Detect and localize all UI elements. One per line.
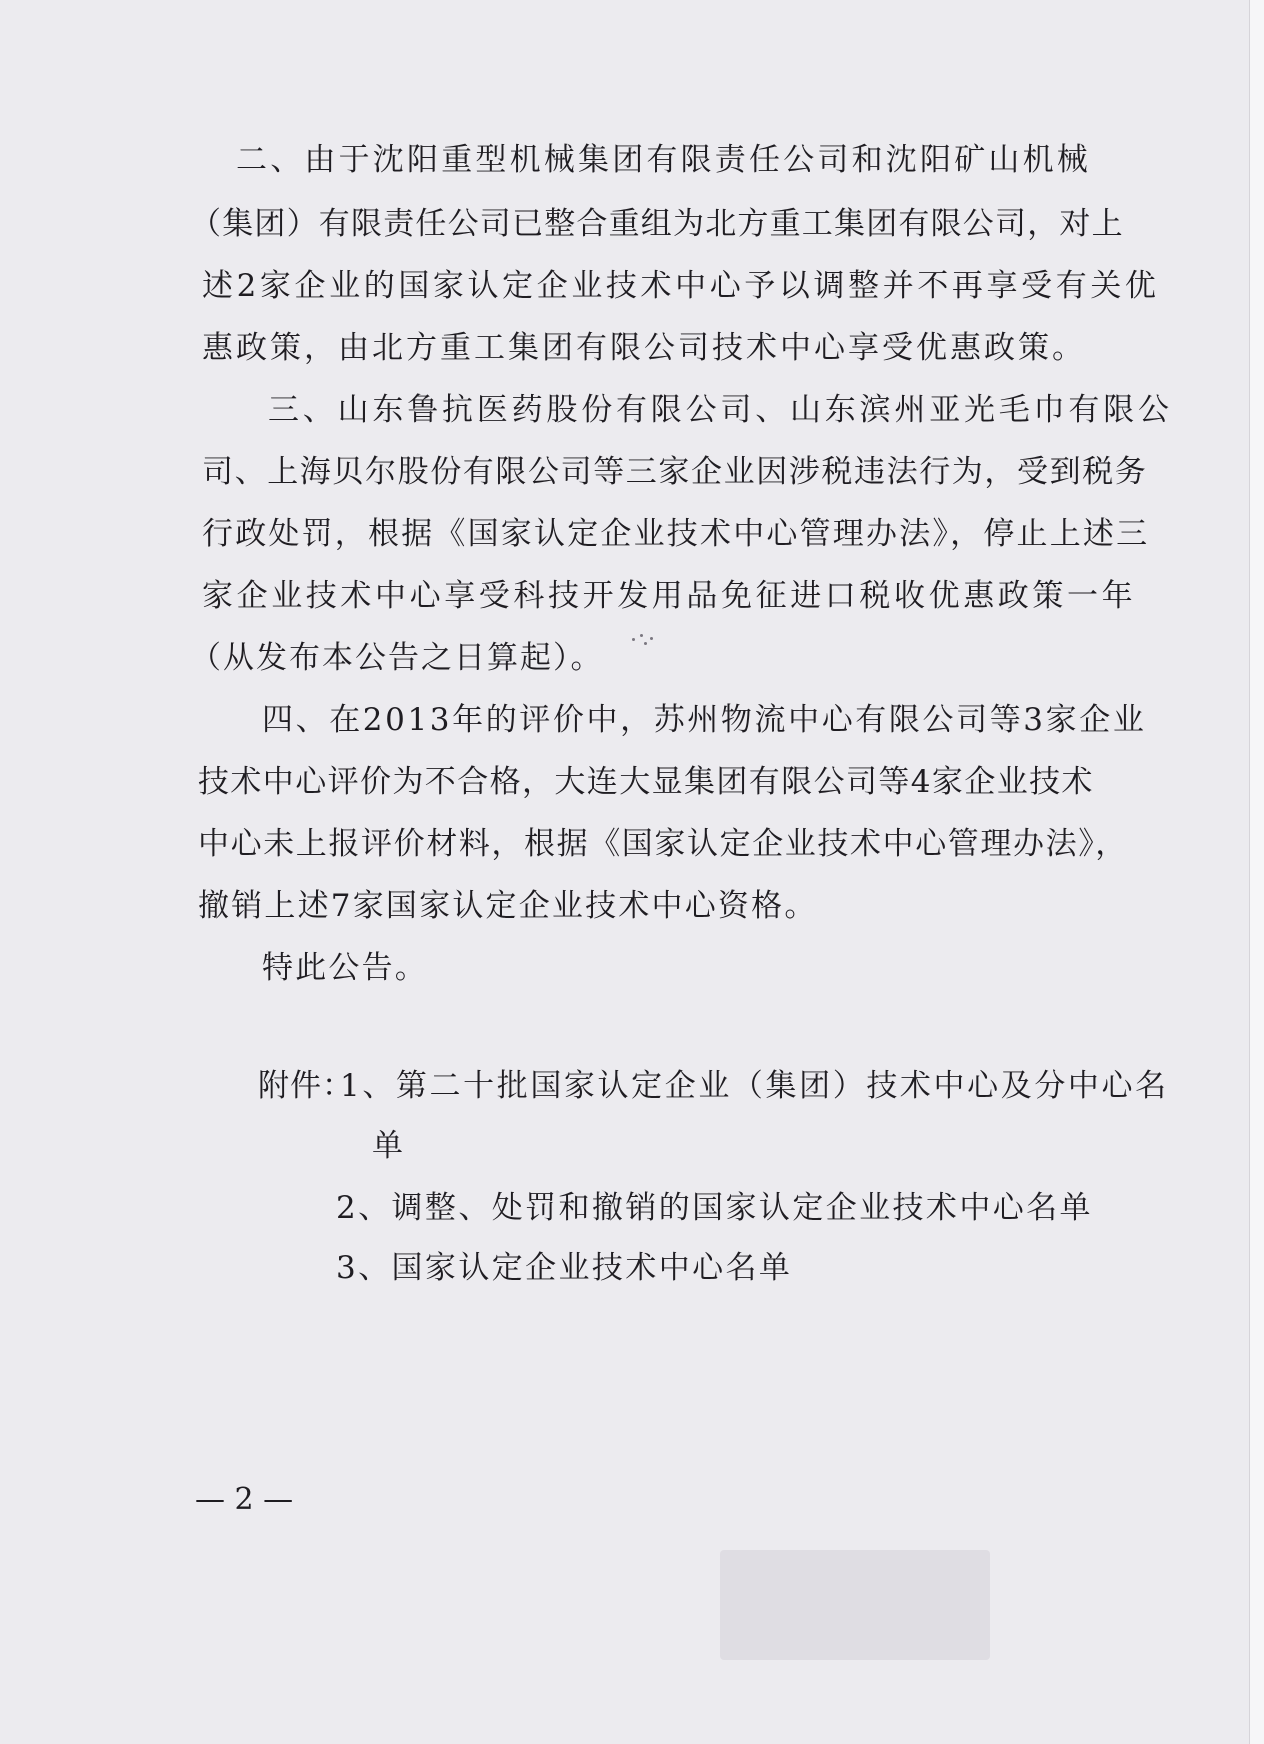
attachments-label: 附件： (258, 1068, 354, 1104)
attachment-item-2: 2、调整、处罚和撤销的国家认定企业技术中心名单 (336, 1190, 1093, 1226)
attachment-item-1: 1、第二十批国家认定企业（集团）技术中心及分中心名 (340, 1068, 1169, 1104)
faint-stamp-residue (720, 1550, 990, 1660)
paragraph-4-line-1: 四、在2013年的评价中，苏州物流中心有限公司等3家企业 (262, 702, 1147, 738)
paragraph-3-line-1: 三、山东鲁抗医药股份有限公司、山东滨州亚光毛巾有限公 (268, 392, 1173, 428)
paragraph-2-line-2: （集团）有限责任公司已整合重组为北方重工集团有限公司，对上 (190, 206, 1124, 242)
page-number: — 2 — (195, 1482, 294, 1517)
paragraph-4-line-4: 撤销上述7家国家认定企业技术中心资格。 (198, 888, 818, 924)
paragraph-4-line-2: 技术中心评价为不合格，大连大显集团有限公司等4家企业技术 (198, 764, 1094, 800)
attachment-item-3: 3、国家认定企业技术中心名单 (336, 1250, 793, 1286)
paragraph-3-line-3: 行政处罚，根据《国家认定企业技术中心管理办法》，停止上述三 (202, 516, 1150, 552)
paragraph-3-line-2: 司、上海贝尔股份有限公司等三家企业因涉税违法行为，受到税务 (202, 454, 1148, 490)
paragraph-3-line-4: 家企业技术中心享受科技开发用品免征进口税收优惠政策一年 (202, 578, 1137, 614)
scan-speck (630, 632, 656, 650)
paragraph-2-line-1: 二、由于沈阳重型机械集团有限责任公司和沈阳矿山机械 (236, 142, 1091, 178)
attachment-item-1-continued: 单 (372, 1128, 403, 1164)
page-edge (1249, 0, 1264, 1744)
paragraph-4-line-3: 中心未上报评价材料，根据《国家认定企业技术中心管理办法》， (198, 826, 1128, 862)
paragraph-3-line-5: （从发布本公告之日算起）。 (190, 640, 604, 676)
paragraph-2-line-4: 惠政策，由北方重工集团有限公司技术中心享受优惠政策。 (202, 330, 1086, 366)
closing-notice: 特此公告。 (262, 950, 428, 986)
paragraph-2-line-3: 述2家企业的国家认定企业技术中心予以调整并不再享受有关优 (202, 268, 1160, 304)
